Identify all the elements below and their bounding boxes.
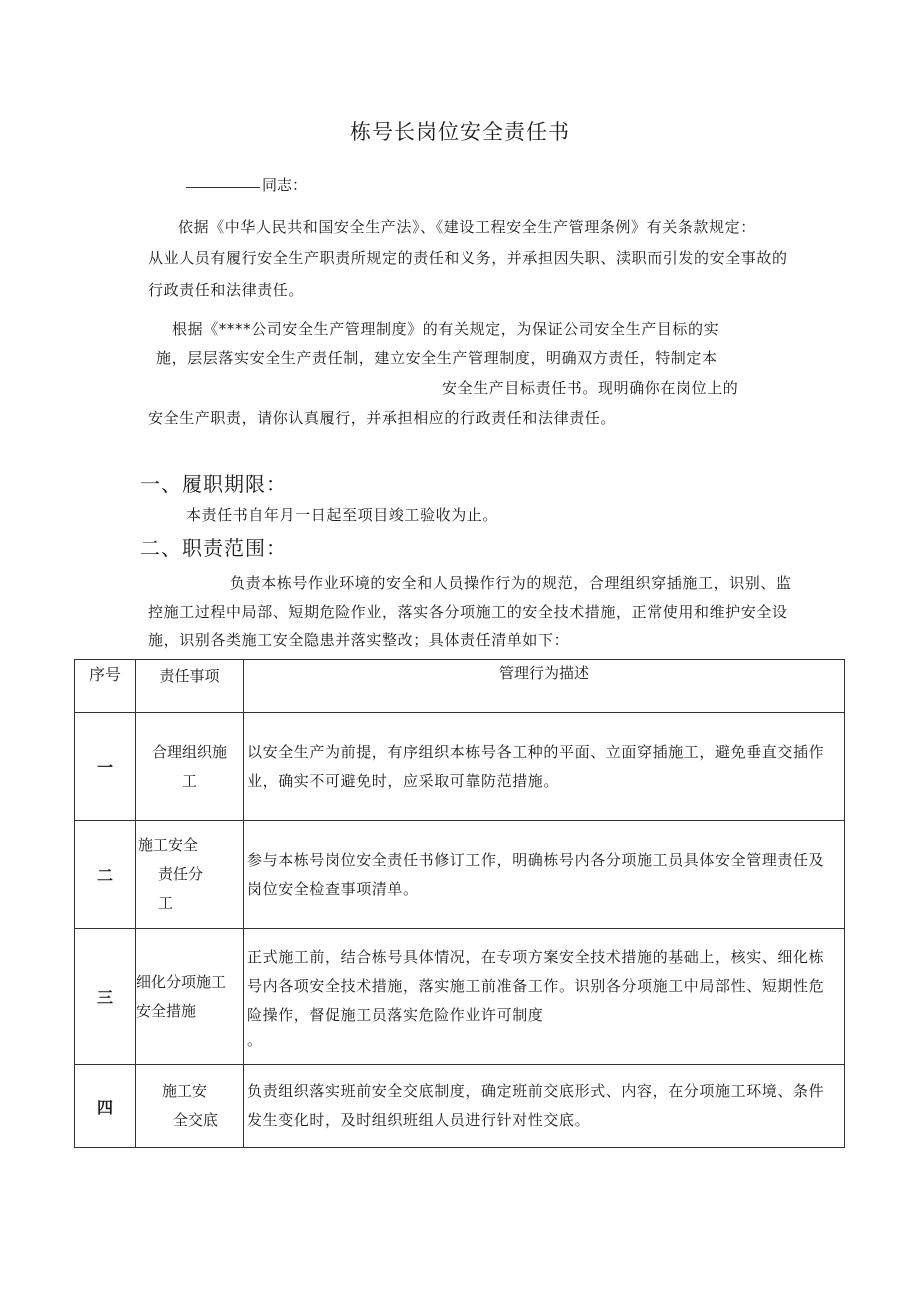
section1-heading: 一、履职期限： (140, 472, 287, 496)
header-no: 序号 (75, 660, 136, 713)
row-desc-text: 正式施工前，结合栋号具体情况，在专项方案安全技术措施的基础上，核实、细化栋号内各项安全技术措施，落实施工前准备工作。识别各分项施工中局部性、短期性危险操作，督促施工员落实危险作业许可制度 (247, 948, 825, 1024)
row-item-line: 施工安全 (138, 836, 199, 854)
row-item (136, 821, 244, 929)
row-item-line: 安全措施 (136, 1001, 197, 1020)
section2-line2: 控施工过程中局部、短期危险作业，落实各分项施工的安全技术措施，正常使用和维护安全设 (148, 603, 788, 621)
row-item (136, 1065, 244, 1148)
row-item-line: 责任分 (158, 865, 204, 883)
table-row (75, 1065, 845, 1148)
responsibility-table (74, 659, 845, 1148)
row-item (136, 713, 244, 821)
row-desc: 负责组织落实班前安全交底制度，确定班前交底形式、内容，在分项施工环境、条件发生变化时，及时组织班组人员进行针对性交底。 (244, 1065, 845, 1148)
row-no: 四 (75, 1065, 136, 1148)
row-desc: 以安全生产为前提，有序组织本栋号各工种的平面、立面穿插施工，避免垂直交插作业，确实不可避免时，应采取可靠防范措施。 (244, 713, 845, 821)
row-item-line: 细化分项施工 (136, 972, 227, 991)
para1-line3: 行政责任和法律责任。 (148, 281, 305, 299)
para2-line1: 根据《****公司安全生产管理制度》的有关规定，为保证公司安全生产目标的实 (172, 320, 720, 338)
row-item (136, 929, 244, 1065)
header-desc: 管理行为描述 (244, 660, 845, 713)
row-no: 三 (75, 929, 136, 1065)
row-item-line: 工 (181, 771, 197, 790)
document-title: 栋号长岗位安全责任书 (350, 120, 570, 144)
addressee-label: 同志： (262, 176, 308, 194)
header-item: 责任事项 (136, 660, 244, 713)
row-no: 一 (75, 713, 136, 821)
section2-line3: 施，识别各类施工安全隐患并落实整改；具体责任清单如下： (148, 631, 570, 649)
para1-line2: 从业人员有履行安全生产职责所规定的责任和义务，并承担因失职、渎职而引发的安全事故的 (148, 249, 788, 267)
para2-line4: 安全生产职责，请你认真履行，并承担相应的行政责任和法律责任。 (148, 409, 617, 427)
row-item-line: 施工安 (161, 1082, 207, 1100)
row-desc (244, 929, 845, 1065)
row-desc: 参与本栋号岗位安全责任书修订工作，明确栋号内各分项施工员具体安全管理责任及岗位安全检查事项清单。 (244, 821, 845, 929)
row-desc-tail: 。 (247, 1031, 263, 1049)
row-item-line: 工 (158, 894, 174, 912)
section2-heading: 二、职责范围： (140, 536, 287, 560)
para1-line1: 依据《中华人民共和国安全生产法》、《建设工程安全生产管理条例》有关条款规定： (178, 218, 756, 236)
section2-line1: 负责本栋号作业环境的安全和人员操作行为的规范，合理组织穿插施工，识别、监 (230, 574, 792, 592)
table-row (75, 929, 845, 1065)
addressee-line (186, 174, 307, 195)
para2-line3: 安全生产目标责任书。现明确你在岗位上的 (442, 379, 739, 397)
row-item-line: 合理组织施 (151, 742, 227, 761)
row-item-line: 全交底 (172, 1111, 218, 1129)
row-no: 二 (75, 821, 136, 929)
para2-line2: 施，层层落实安全生产责任制，建立安全生产管理制度，明确双方责任，特制定本 (156, 349, 718, 367)
table-row (75, 821, 845, 929)
table-header-row (75, 660, 845, 713)
table-row (75, 713, 845, 821)
section1-text: 本责任书自年月一日起至项目竣工验收为止。 (186, 506, 499, 524)
name-blank[interactable] (186, 186, 260, 188)
